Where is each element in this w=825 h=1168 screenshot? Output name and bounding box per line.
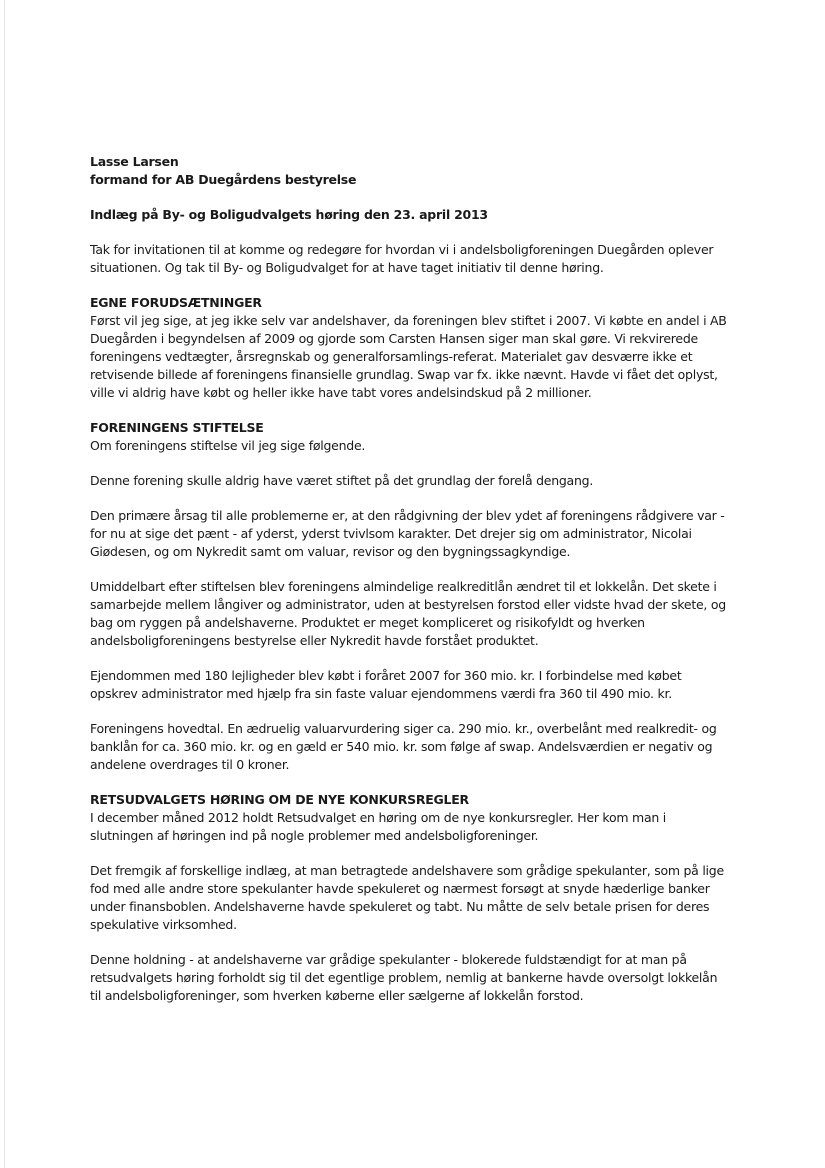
section-heading-forudsaetninger: EGNE FORUDSÆTNINGER bbox=[90, 295, 262, 310]
section-heading-retsudvalget: RETSUDVALGETS HØRING OM DE NYE KONKURSREGLER bbox=[90, 792, 469, 807]
paragraph: Foreningens hovedtal. En ædruelig valuarvurdering siger ca. 290 mio. kr., overbelånt med realkredit- og banklån for ca. 360 mio. kr. og en gæld er 540 mio. kr. som følge af swap. Andelsværdien er negativ og andelene overdrages til 0 kroner. bbox=[90, 721, 717, 772]
paragraph: I december måned 2012 holdt Retsudvalget en høring om de nye konkursregler. Her kom man i slutningen af høringen ind på nogle problemer med andelsboligforeninger. bbox=[90, 810, 666, 843]
author-role: formand for AB Duegårdens bestyrelse bbox=[90, 172, 357, 187]
document-title: Indlæg på By- og Boligudvalgets høring den 23. april 2013 bbox=[90, 207, 488, 222]
paragraph: Denne holdning - at andelshaverne var grådige spekulanter - blokerede fuldstændigt for at man på retsudvalgets høring forholdt sig til det egentlige problem, nemlig at bankerne havde oversolgt lokkelån til andelsboligforeninger, som hverken køberne eller sælgerne af lokkelån forstod. bbox=[90, 952, 718, 1003]
intro-paragraph: Tak for invitationen til at komme og redegøre for hvordan vi i andelsboligforeningen Duegården oplever situationen. Og tak til By- og Boligudvalget for at have taget initiativ til denne høring. bbox=[90, 242, 714, 275]
paragraph: Først vil jeg sige, at jeg ikke selv var andelshaver, da foreningen blev stiftet i 2007. Vi købte en andel i AB Duegården i begyndelsen af 2009 og gjorde som Carsten Hansen siger man skal gøre. Vi rekvirerede foreningens vedtægter, årsregnskab og generalforsamlings-referat. Materialet gav desværre ikke et retvisende billede af foreningens finansielle grundlag. Swap var fx. ikke nævnt. Havde vi fået det oplyst, ville vi aldrig have købt og heller ikke have tabt vores andelsindskud på 2 millioner. bbox=[90, 313, 727, 400]
document-page bbox=[90, 153, 730, 1005]
paragraph: Ejendommen med 180 lejligheder blev købt i foråret 2007 for 360 mio. kr. I forbindelse med købet opskrev administrator med hjælp fra sin faste valuar ejendommens værdi fra 360 til 490 mio. kr. bbox=[90, 668, 682, 701]
paragraph: Det fremgik af forskellige indlæg, at man betragtede andelshavere som grådige spekulanter, som på lige fod med alle andre store spekulanter havde spekuleret og nærmest forsøgt at snyde hæderlige banker under finansboblen. Andelshaverne havde spekuleret og tabt. Nu måtte de selv betale prisen for deres spekulative virksomhed. bbox=[90, 863, 724, 932]
paragraph: Umiddelbart efter stiftelsen blev foreningens almindelige realkreditlån ændret til et lokkelån. Det skete i samarbejde mellem långiver og administrator, uden at bestyrelsen forstod eller vidste hvad der skete, og bag om ryggen på andelshaverne. Produktet er meget kompliceret og risikofyldt og hverken andelsboligforeningens bestyrelse eller Nykredit havde forstået produktet. bbox=[90, 579, 726, 648]
paragraph: Om foreningens stiftelse vil jeg sige følgende. bbox=[90, 438, 366, 453]
paragraph: Den primære årsag til alle problemerne er, at den rådgivning der blev ydet af foreningens rådgivere var - for nu at sige det pænt - af yderst, yderst tvivlsom karakter. Det drejer sig om administrator, Nicolai Giødesen, og om Nykredit samt om valuar, revisor og den bygningssagkyndige. bbox=[90, 508, 725, 559]
section-heading-stiftelse: FORENINGENS STIFTELSE bbox=[90, 420, 264, 435]
paragraph: Denne forening skulle aldrig have været stiftet på det grundlag der forelå dengang. bbox=[90, 473, 594, 488]
scan-edge bbox=[4, 0, 5, 1168]
author-name: Lasse Larsen bbox=[90, 154, 179, 169]
